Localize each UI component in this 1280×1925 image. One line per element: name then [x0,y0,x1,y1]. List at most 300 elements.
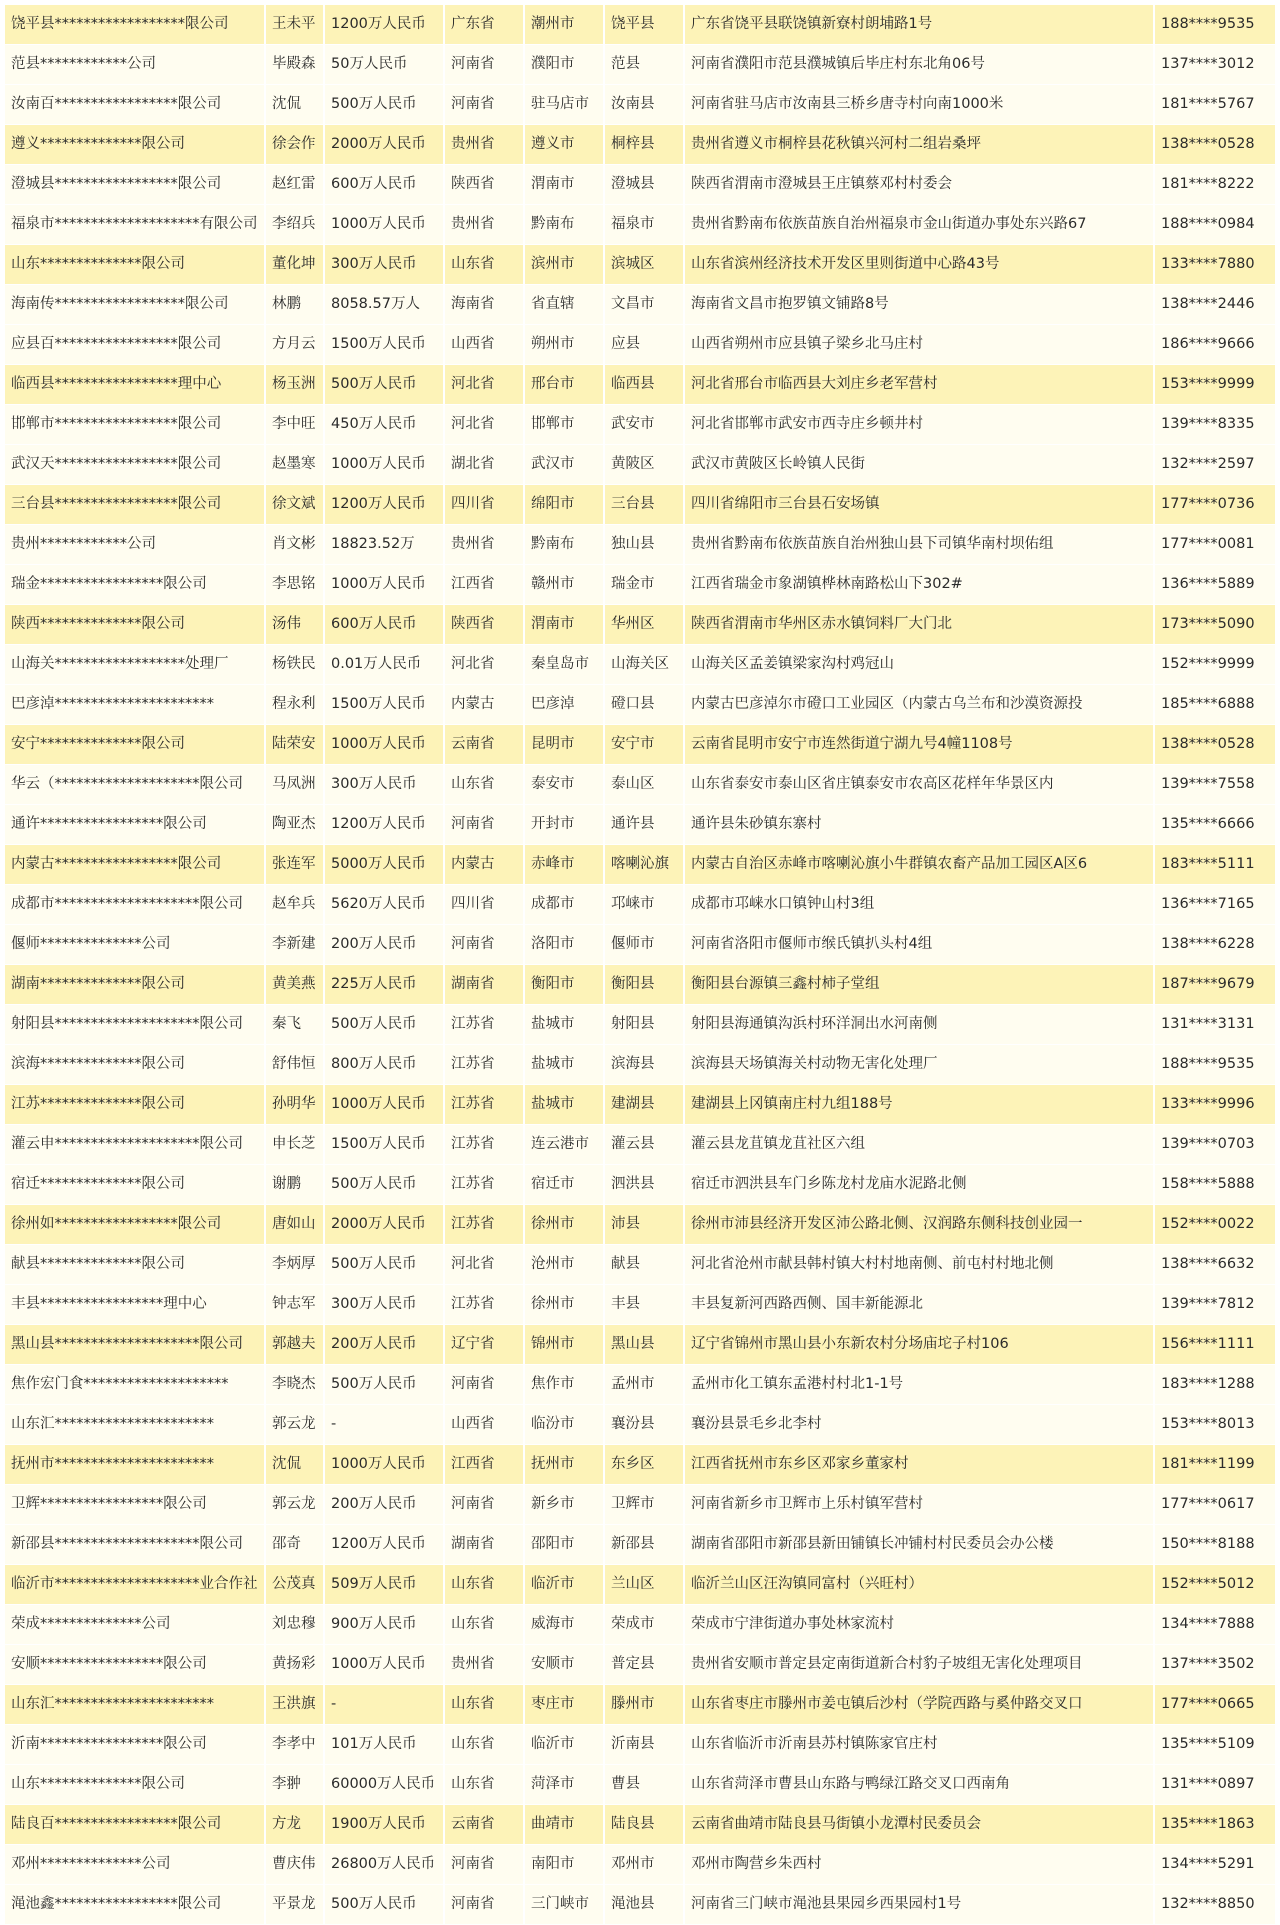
phone-cell: 150****8188 [1161,1536,1255,1552]
company-name-cell: 三台县*****************限公司 [5,485,266,524]
registered-capital-cell: 300万人民币 [325,245,445,284]
province-cell: 河南省 [445,1485,525,1524]
city-cell: 连云港市 [525,1125,605,1164]
company-name-cell: 范县************公司 [5,45,266,84]
county-cell: 滨海县 [605,1045,685,1084]
company-name-cell: 焦作宏门食******************** [5,1365,266,1404]
registered-capital-cell: 1500万人民币 [325,325,445,364]
phone-cell: 181****1199 [1161,1456,1255,1472]
city-cell: 盐城市 [525,1045,605,1084]
county-cell: 瑞金市 [605,565,685,604]
province-cell: 山西省 [445,325,525,364]
table-row [5,205,1275,244]
city-cell: 安顺市 [525,1645,605,1684]
legal-rep-cell: 陶亚杰 [266,805,325,844]
phone-cell: 185****6888 [1161,696,1255,712]
company-name-cell: 徐州如*****************限公司 [5,1205,266,1244]
city-cell: 宿迁市 [525,1165,605,1204]
registered-capital-cell: 300万人民币 [325,765,445,804]
province-cell: 内蒙古 [445,685,525,724]
county-cell: 武安市 [605,405,685,444]
company-name-cell: 献县**************限公司 [5,1245,266,1284]
address-cell: 贵州省安顺市普定县定南街道新合村豹子坡组无害化处理项目 [685,1645,1155,1684]
province-cell: 云南省 [445,1805,525,1844]
table-row [5,45,1275,84]
province-cell: 山东省 [445,765,525,804]
county-cell: 滨城区 [605,245,685,284]
province-cell: 四川省 [445,885,525,924]
province-cell: 江苏省 [445,1165,525,1204]
city-cell: 赣州市 [525,565,605,604]
registered-capital-cell: - [325,1405,445,1444]
county-cell: 兰山区 [605,1565,685,1604]
county-cell: 通许县 [605,805,685,844]
legal-rep-cell: 林鹏 [266,285,325,324]
legal-rep-cell: 钟志军 [266,1285,325,1324]
registered-capital-cell: 500万人民币 [325,365,445,404]
county-cell: 普定县 [605,1645,685,1684]
phone-cell: 138****0528 [1161,136,1255,152]
city-cell: 渭南市 [525,605,605,644]
city-cell: 南阳市 [525,1845,605,1884]
table-row [5,285,1275,324]
province-cell: 山东省 [445,1725,525,1764]
city-cell: 焦作市 [525,1365,605,1404]
city-cell: 徐州市 [525,1205,605,1244]
registered-capital-cell: 500万人民币 [325,1165,445,1204]
phone-cell: 138****2446 [1161,296,1255,312]
address-cell: 江西省瑞金市象湖镇桦林南路松山下302# [685,565,1155,604]
legal-rep-cell: 沈侃 [266,1445,325,1484]
registered-capital-cell: 5000万人民币 [325,845,445,884]
county-cell: 泰山区 [605,765,685,804]
company-name-cell: 陕西**************限公司 [5,605,266,644]
province-cell: 湖南省 [445,965,525,1004]
province-cell: 江苏省 [445,1205,525,1244]
address-cell: 灌云县龙苴镇龙苴社区六组 [685,1125,1155,1164]
legal-rep-cell: 李晓杰 [266,1365,325,1404]
legal-rep-cell: 郭云龙 [266,1485,325,1524]
address-cell: 河南省濮阳市范县濮城镇后毕庄村东北角06号 [685,45,1155,84]
address-cell: 衡阳县台源镇三鑫村柿子堂组 [685,965,1155,1004]
county-cell: 安宁市 [605,725,685,764]
address-cell: 成都市邛崃水口镇钟山村3组 [685,885,1155,924]
phone-cell: 135****5109 [1161,1736,1255,1752]
phone-cell: 136****7165 [1161,896,1255,912]
county-cell: 新邵县 [605,1525,685,1564]
county-cell: 三台县 [605,485,685,524]
registered-capital-cell: 600万人民币 [325,605,445,644]
company-name-cell: 应县百*****************限公司 [5,325,266,364]
phone-cell: 134****7888 [1161,1616,1255,1632]
phone-cell: 156****1111 [1161,1336,1255,1352]
registered-capital-cell: 60000万人民币 [325,1765,445,1804]
registered-capital-cell: 1900万人民币 [325,1805,445,1844]
company-name-cell: 巴彦淖********************** [5,685,266,724]
company-name-cell: 安宁**************限公司 [5,725,266,764]
company-name-cell: 滨海**************限公司 [5,1045,266,1084]
province-cell: 河南省 [445,925,525,964]
phone-cell: 152****5012 [1161,1576,1255,1592]
address-cell: 建湖县上冈镇南庄村九组188号 [685,1085,1155,1124]
address-cell: 陕西省渭南市澄城县王庄镇蔡邓村村委会 [685,165,1155,204]
city-cell: 徐州市 [525,1285,605,1324]
registered-capital-cell: 1000万人民币 [325,565,445,604]
legal-rep-cell: 王未平 [266,5,325,44]
company-name-cell: 海南传******************限公司 [5,285,266,324]
county-cell: 曹县 [605,1765,685,1804]
address-cell: 广东省饶平县联饶镇新寮村朗埔路1号 [685,5,1155,44]
company-name-cell: 新邵县********************限公司 [5,1525,266,1564]
province-cell: 四川省 [445,485,525,524]
city-cell: 濮阳市 [525,45,605,84]
phone-cell: 187****9679 [1161,976,1255,992]
county-cell: 沛县 [605,1205,685,1244]
city-cell: 抚州市 [525,1445,605,1484]
city-cell: 潮州市 [525,5,605,44]
table-row [5,1565,1275,1604]
company-name-cell: 黑山县********************限公司 [5,1325,266,1364]
address-cell: 河北省邢台市临西县大刘庄乡老军营村 [685,365,1155,404]
table-row [5,925,1275,964]
company-name-cell: 内蒙古*****************限公司 [5,845,266,884]
table-row [5,1365,1275,1404]
legal-rep-cell: 汤伟 [266,605,325,644]
city-cell: 朔州市 [525,325,605,364]
company-name-cell: 山东汇********************** [5,1405,266,1444]
county-cell: 独山县 [605,525,685,564]
province-cell: 山东省 [445,245,525,284]
table-row [5,1485,1275,1524]
province-cell: 河南省 [445,45,525,84]
province-cell: 贵州省 [445,205,525,244]
county-cell: 卫辉市 [605,1485,685,1524]
registered-capital-cell: 1200万人民币 [325,485,445,524]
company-name-cell: 山东**************限公司 [5,1765,266,1804]
legal-rep-cell: 徐文斌 [266,485,325,524]
table-row [5,805,1275,844]
company-name-cell: 澄城县*****************限公司 [5,165,266,204]
phone-cell: 177****0665 [1161,1696,1255,1712]
registered-capital-cell: 500万人民币 [325,1005,445,1044]
city-cell: 开封市 [525,805,605,844]
address-cell: 山东省菏泽市曹县山东路与鸭绿江路交叉口西南角 [685,1765,1155,1804]
province-cell: 陕西省 [445,165,525,204]
city-cell: 绵阳市 [525,485,605,524]
company-name-cell: 通许*****************限公司 [5,805,266,844]
phone-cell: 186****9666 [1161,336,1255,352]
phone-cell: 139****7558 [1161,776,1255,792]
address-cell: 贵州省黔南布依族苗族自治州独山县下司镇华南村坝佑组 [685,525,1155,564]
address-cell: 荣成市宁津街道办事处林家流村 [685,1605,1155,1644]
registered-capital-cell: 1200万人民币 [325,805,445,844]
table-row [5,885,1275,924]
company-name-cell: 汝南百*****************限公司 [5,85,266,124]
phone-cell: 181****5767 [1161,96,1255,112]
company-name-cell: 华云（********************限公司 [5,765,266,804]
table-row [5,565,1275,604]
legal-rep-cell: 刘忠穆 [266,1605,325,1644]
table-row [5,165,1275,204]
table-row [5,85,1275,124]
company-name-cell: 邯郸市*****************限公司 [5,405,266,444]
city-cell: 盐城市 [525,1005,605,1044]
company-name-cell: 成都市********************限公司 [5,885,266,924]
legal-rep-cell: 陆荣安 [266,725,325,764]
table-row [5,1245,1275,1284]
address-cell: 徐州市沛县经济开发区沛公路北侧、汉润路东侧科技创业园一 [685,1205,1155,1244]
address-cell: 山西省朔州市应县镇子梁乡北马庄村 [685,325,1155,364]
phone-cell: 177****0081 [1161,536,1255,552]
legal-rep-cell: 申长芝 [266,1125,325,1164]
table-row [5,525,1275,564]
city-cell: 威海市 [525,1605,605,1644]
city-cell: 巴彦淖 [525,685,605,724]
legal-rep-cell: 秦飞 [266,1005,325,1044]
phone-cell: 133****7880 [1161,256,1255,272]
table-row [5,725,1275,764]
address-cell: 滨海县天场镇海关村动物无害化处理厂 [685,1045,1155,1084]
city-cell: 沧州市 [525,1245,605,1284]
legal-rep-cell: 邵奇 [266,1525,325,1564]
province-cell: 河北省 [445,1245,525,1284]
county-cell: 喀喇沁旗 [605,845,685,884]
phone-cell: 138****6228 [1161,936,1255,952]
company-name-cell: 偃师**************公司 [5,925,266,964]
registered-capital-cell: 1200万人民币 [325,1525,445,1564]
table-row [5,1685,1275,1724]
table-row [5,445,1275,484]
table-row [5,325,1275,364]
county-cell: 黄陂区 [605,445,685,484]
address-cell: 宿迁市泗洪县车门乡陈龙村龙庙水泥路北侧 [685,1165,1155,1204]
county-cell: 滕州市 [605,1685,685,1724]
county-cell: 邛崃市 [605,885,685,924]
registered-capital-cell: 450万人民币 [325,405,445,444]
table-row [5,605,1275,644]
company-name-cell: 江苏**************限公司 [5,1085,266,1124]
county-cell: 桐梓县 [605,125,685,164]
legal-rep-cell: 方龙 [266,1805,325,1844]
province-cell: 贵州省 [445,1645,525,1684]
province-cell: 河南省 [445,85,525,124]
county-cell: 偃师市 [605,925,685,964]
address-cell: 内蒙古自治区赤峰市喀喇沁旗小牛群镇农畜产品加工园区A区6 [685,845,1155,884]
table-row [5,485,1275,524]
company-name-cell: 瑞金*****************限公司 [5,565,266,604]
city-cell: 驻马店市 [525,85,605,124]
registered-capital-cell: 200万人民币 [325,925,445,964]
address-cell: 陕西省渭南市华州区赤水镇饲料厂大门北 [685,605,1155,644]
city-cell: 三门峡市 [525,1885,605,1924]
legal-rep-cell: 孙明华 [266,1085,325,1124]
table-row [5,1205,1275,1244]
company-name-cell: 山东**************限公司 [5,245,266,284]
table-row [5,1525,1275,1564]
city-cell: 昆明市 [525,725,605,764]
table-row [5,125,1275,164]
phone-cell: 177****0736 [1161,496,1255,512]
address-cell: 山东省枣庄市滕州市姜屯镇后沙村（学院西路与奚仲路交叉口 [685,1685,1155,1724]
legal-rep-cell: 毕殿森 [266,45,325,84]
county-cell: 东乡区 [605,1445,685,1484]
address-cell: 临沂兰山区汪沟镇同富村（兴旺村） [685,1565,1155,1604]
county-cell: 襄汾县 [605,1405,685,1444]
legal-rep-cell: 李中旺 [266,405,325,444]
province-cell: 广东省 [445,5,525,44]
phone-cell: 131****0897 [1161,1776,1255,1792]
legal-rep-cell: 李炳厚 [266,1245,325,1284]
province-cell: 河南省 [445,805,525,844]
table-row [5,1445,1275,1484]
address-cell: 丰县复新河西路西侧、国丰新能源北 [685,1285,1155,1324]
province-cell: 江西省 [445,1445,525,1484]
table-row [5,1125,1275,1164]
table-row [5,1805,1275,1844]
registered-capital-cell: 800万人民币 [325,1045,445,1084]
legal-rep-cell: 杨玉洲 [266,365,325,404]
legal-rep-cell: 董化坤 [266,245,325,284]
registered-capital-cell: 600万人民币 [325,165,445,204]
city-cell: 遵义市 [525,125,605,164]
phone-cell: 183****1288 [1161,1376,1255,1392]
city-cell: 邵阳市 [525,1525,605,1564]
county-cell: 建湖县 [605,1085,685,1124]
legal-rep-cell: 张连军 [266,845,325,884]
company-name-cell: 福泉市********************有限公司 [5,205,266,244]
legal-rep-cell: 程永利 [266,685,325,724]
legal-rep-cell: 李新建 [266,925,325,964]
phone-cell: 138****0528 [1161,736,1255,752]
table-row [5,405,1275,444]
province-cell: 河北省 [445,645,525,684]
province-cell: 河南省 [445,1845,525,1884]
phone-cell: 139****0703 [1161,1136,1255,1152]
legal-rep-cell: 李翀 [266,1765,325,1804]
city-cell: 曲靖市 [525,1805,605,1844]
county-cell: 沂南县 [605,1725,685,1764]
company-name-cell: 渑池鑫*****************限公司 [5,1885,266,1924]
registered-capital-cell: 500万人民币 [325,1245,445,1284]
county-cell: 饶平县 [605,5,685,44]
table-row [5,765,1275,804]
company-name-cell: 抚州市********************** [5,1445,266,1484]
company-name-cell: 临西县*****************理中心 [5,365,266,404]
legal-rep-cell: 舒伟恒 [266,1045,325,1084]
table-row [5,365,1275,404]
table-row [5,645,1275,684]
company-name-cell: 宿迁**************限公司 [5,1165,266,1204]
legal-rep-cell: 李绍兵 [266,205,325,244]
table-row [5,1085,1275,1124]
registered-capital-cell: 1000万人民币 [325,1085,445,1124]
county-cell: 陆良县 [605,1805,685,1844]
county-cell: 射阳县 [605,1005,685,1044]
table-row [5,1005,1275,1044]
city-cell: 临沂市 [525,1725,605,1764]
address-cell: 武汉市黄陂区长岭镇人民街 [685,445,1155,484]
province-cell: 河南省 [445,1885,525,1924]
city-cell: 秦皇岛市 [525,645,605,684]
phone-cell: 139****7812 [1161,1296,1255,1312]
county-cell: 山海关区 [605,645,685,684]
city-cell: 渭南市 [525,165,605,204]
legal-rep-cell: 谢鹏 [266,1165,325,1204]
registered-capital-cell: 0.01万人民币 [325,645,445,684]
legal-rep-cell: 黄扬彩 [266,1645,325,1684]
province-cell: 河南省 [445,1365,525,1404]
registered-capital-cell: 5620万人民币 [325,885,445,924]
table-row [5,1725,1275,1764]
registered-capital-cell: 50万人民币 [325,45,445,84]
company-name-cell: 荣成**************公司 [5,1605,266,1644]
address-cell: 云南省曲靖市陆良县马街镇小龙潭村民委员会 [685,1805,1155,1844]
province-cell: 贵州省 [445,525,525,564]
registered-capital-cell: 1200万人民币 [325,5,445,44]
legal-rep-cell: 赵牟兵 [266,885,325,924]
county-cell: 渑池县 [605,1885,685,1924]
legal-rep-cell: 马凤洲 [266,765,325,804]
city-cell: 临沂市 [525,1565,605,1604]
company-name-cell: 射阳县********************限公司 [5,1005,266,1044]
address-cell: 山东省泰安市泰山区省庄镇泰安市农高区花样年华景区内 [685,765,1155,804]
address-cell: 贵州省黔南布依族苗族自治州福泉市金山街道办事处东兴路67 [685,205,1155,244]
registered-capital-cell: 509万人民币 [325,1565,445,1604]
province-cell: 陕西省 [445,605,525,644]
county-cell: 文昌市 [605,285,685,324]
company-table [5,5,1275,1925]
county-cell: 汝南县 [605,85,685,124]
table-row [5,1405,1275,1444]
province-cell: 湖南省 [445,1525,525,1564]
phone-cell: 188****9535 [1161,16,1255,32]
address-cell: 孟州市化工镇东孟港村村北1-1号 [685,1365,1155,1404]
legal-rep-cell: 郭越夫 [266,1325,325,1364]
legal-rep-cell: 李孝中 [266,1725,325,1764]
city-cell: 洛阳市 [525,925,605,964]
company-name-cell: 贵州************公司 [5,525,266,564]
county-cell: 华州区 [605,605,685,644]
company-name-cell: 灌云申********************限公司 [5,1125,266,1164]
address-cell: 河南省驻马店市汝南县三桥乡唐寺村向南1000米 [685,85,1155,124]
registered-capital-cell: 200万人民币 [325,1325,445,1364]
province-cell: 江西省 [445,565,525,604]
registered-capital-cell: 300万人民币 [325,1285,445,1324]
phone-cell: 152****0022 [1161,1216,1255,1232]
phone-cell: 152****9999 [1161,656,1255,672]
registered-capital-cell: 500万人民币 [325,85,445,124]
company-name-cell: 遵义**************限公司 [5,125,266,164]
company-name-cell: 山东汇********************** [5,1685,266,1724]
county-cell: 灌云县 [605,1125,685,1164]
phone-cell: 132****8850 [1161,1896,1255,1912]
city-cell: 邢台市 [525,365,605,404]
phone-cell: 181****8222 [1161,176,1255,192]
province-cell: 江苏省 [445,1045,525,1084]
registered-capital-cell: 1500万人民币 [325,1125,445,1164]
city-cell: 盐城市 [525,1085,605,1124]
table-row [5,1165,1275,1204]
county-cell: 磴口县 [605,685,685,724]
registered-capital-cell: 26800万人民币 [325,1845,445,1884]
city-cell: 衡阳市 [525,965,605,1004]
county-cell: 邓州市 [605,1845,685,1884]
phone-cell: 158****5888 [1161,1176,1255,1192]
phone-cell: 137****3012 [1161,56,1255,72]
phone-cell: 134****5291 [1161,1856,1255,1872]
city-cell: 枣庄市 [525,1685,605,1724]
province-cell: 内蒙古 [445,845,525,884]
